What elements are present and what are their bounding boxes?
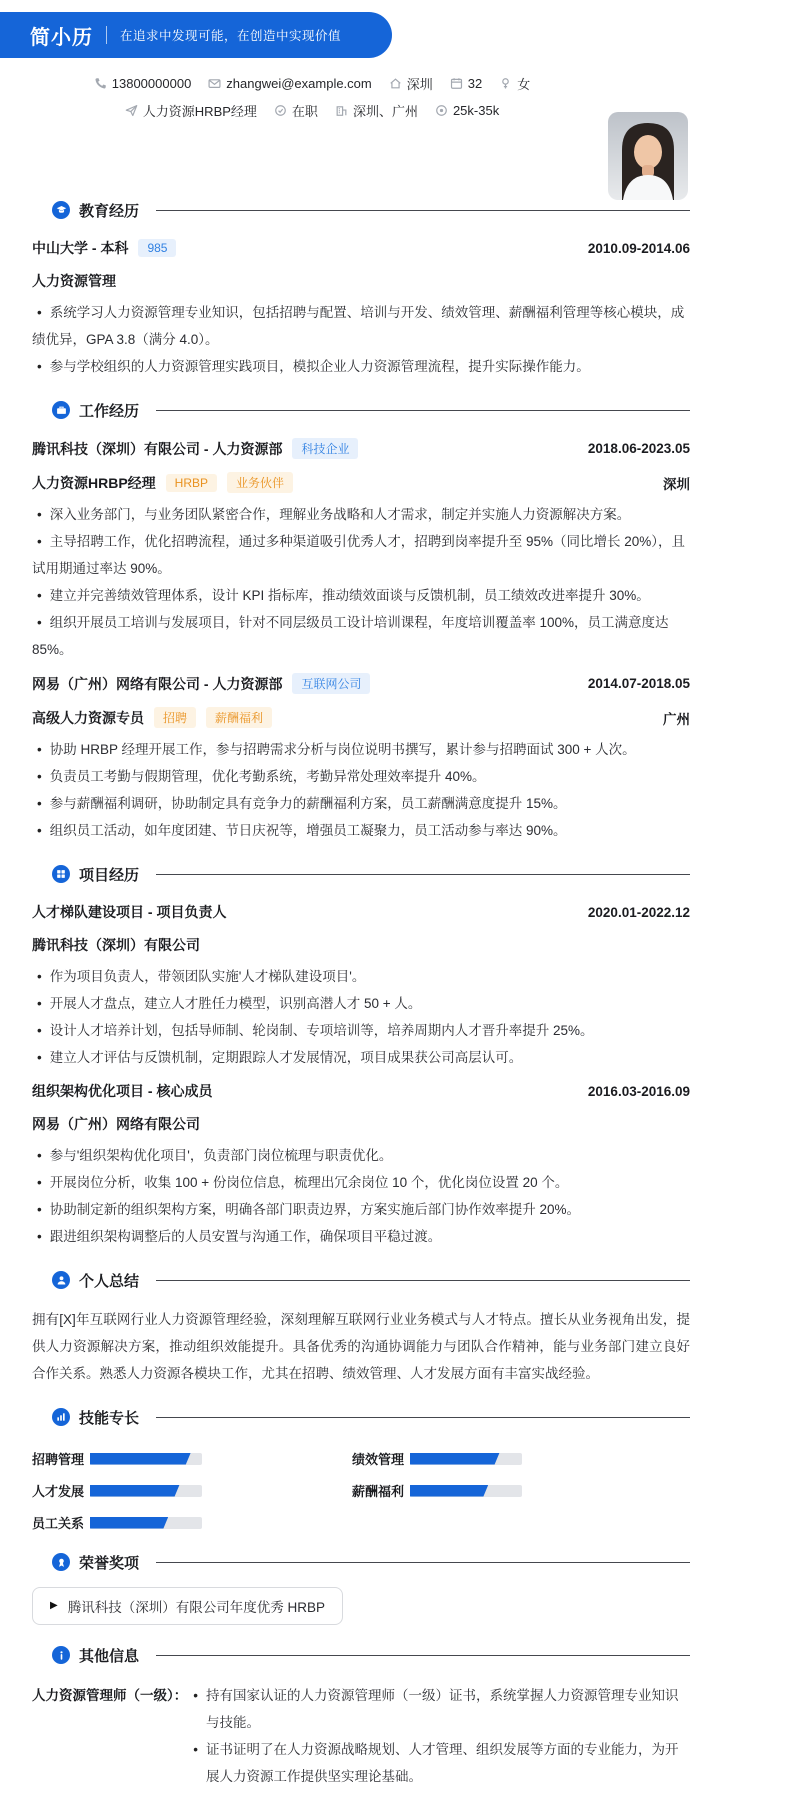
project-date: 2016.03-2016.09 [587, 1083, 690, 1099]
job-title-value: 人力资源HRBP经理 [142, 104, 257, 119]
bullet-item [32, 790, 690, 817]
bullet-text: 协助制定新的组织架构方案，明确各部门职责边界，方案实施后部门协作效率提升 20%。 [49, 1202, 581, 1217]
bullet-dot: • [37, 1050, 42, 1065]
bullet-text: 跟进组织架构调整后的人员安置与沟通工作，确保项目平稳过渡。 [49, 1229, 442, 1244]
school-badge: 985 [138, 239, 176, 257]
company-badge: 科技企业 [292, 438, 358, 459]
graduation-cap-icon [52, 201, 70, 219]
skill-bar-fill [90, 1453, 191, 1465]
work-date: 2014.07-2018.05 [587, 676, 690, 691]
section-divider-line [156, 1562, 690, 1563]
bullet-item [32, 501, 690, 528]
bullet-dot: • [37, 769, 42, 784]
bullet-item [32, 582, 690, 609]
project-company-row [32, 1114, 690, 1134]
age-value: 32 [467, 76, 483, 91]
education-bullets [32, 299, 690, 380]
medal-icon [52, 1553, 70, 1571]
education-title-row [32, 238, 690, 258]
location-value: 深圳 [406, 77, 433, 92]
bullet-dot: • [37, 359, 42, 374]
bullet-item [32, 353, 690, 380]
skill-name: 员工关系 [32, 1516, 85, 1531]
skill-bar-fill [90, 1485, 180, 1497]
person-icon [52, 1271, 70, 1289]
bullet-text: 持有国家认证的人力资源管理师（一级）证书，系统掌握人力资源管理专业知识与技能。 [205, 1688, 679, 1730]
status-icon [274, 104, 287, 117]
section-summary [32, 1270, 690, 1387]
profile-photo [608, 112, 688, 200]
status-value: 在职 [291, 104, 318, 119]
contact-job-title [125, 101, 257, 120]
honor-text: 腾讯科技（深圳）有限公司年度优秀 HRBP [67, 1600, 325, 1615]
bullet-dot: • [37, 1229, 42, 1244]
profile-header [32, 58, 690, 180]
grid-icon [52, 865, 70, 883]
section-title: 荣誉奖项 [79, 1554, 140, 1572]
bullet-dot: • [37, 305, 42, 320]
project-title-row [32, 1081, 690, 1101]
company-badge: 互联网公司 [292, 673, 370, 694]
bullet-text: 开展人才盘点，建立人才胜任力模型，识别高潜人才 50 + 人。 [49, 996, 422, 1011]
briefcase-icon [52, 401, 70, 419]
bullet-dot: • [37, 615, 42, 630]
bullet-text: 主导招聘工作，优化招聘流程，通过多种渠道吸引优秀人才，招聘到岗率提升至 95%（同比增长 20%），且试用期通过率达 90%。 [32, 534, 686, 576]
section-divider-line [156, 1280, 690, 1281]
bullet-text: 作为项目负责人，带领团队实施'人才梯队建设项目'。 [49, 969, 366, 984]
portrait-illustration [608, 112, 688, 200]
contact-rows [32, 74, 592, 120]
work-company-row [32, 438, 690, 459]
education-major-row [32, 271, 690, 291]
skill-bar-track [410, 1453, 522, 1465]
skill-name: 薪酬福利 [352, 1484, 405, 1499]
bullet-dot: • [193, 1742, 198, 1757]
bullet-dot: • [37, 796, 42, 811]
bullet-item [32, 1196, 690, 1223]
info-icon [52, 1646, 70, 1664]
contact-email [208, 76, 371, 91]
bullet-text: 系统学习人力资源管理专业知识，包括招聘与配置、培训与开发、绩效管理、薪酬福利管理等核心模块，成绩优异，GPA 3.8（满分 4.0）。 [32, 305, 685, 347]
contact-row-1 [32, 74, 592, 93]
work-location: 深圳 [663, 476, 690, 492]
section-title: 项目经历 [79, 866, 140, 884]
bullet-item [32, 1017, 690, 1044]
bullet-dot: • [37, 1023, 42, 1038]
work-company-row [32, 673, 690, 694]
bullet-item [32, 528, 690, 582]
skill-bar-track [410, 1485, 522, 1497]
work-bullets [32, 736, 690, 844]
section-education [32, 200, 690, 380]
gender-value: 女 [517, 77, 531, 92]
skill-bar-fill [410, 1453, 500, 1465]
skill-bar-fill [90, 1517, 168, 1529]
brand-divider [106, 26, 107, 44]
skill-item [352, 1449, 672, 1468]
company-name: 网易（广州）网络有限公司 - 人力资源部 [32, 675, 283, 692]
bullet-text: 建立人才评估与反馈机制，定期跟踪人才发展情况，项目成果获公司高层认可。 [49, 1050, 523, 1065]
project-entry [32, 1081, 690, 1250]
project-company-row [32, 935, 690, 955]
work-bullets [32, 501, 690, 663]
project-date: 2020.01-2022.12 [587, 904, 690, 920]
contact-age [450, 76, 482, 91]
skill-bar-track [90, 1517, 202, 1529]
work-role-row [32, 472, 690, 493]
email-value: zhangwei@example.com [226, 76, 372, 91]
role-title: 人力资源HRBP经理 [32, 474, 156, 491]
work-entry [32, 438, 690, 663]
bullet-item [32, 1169, 690, 1196]
project-entry [32, 902, 690, 1071]
bullet-item [32, 990, 690, 1017]
bullet-text: 协助 HRBP 经理开展工作，参与招聘需求分析与岗位说明书撰写，累计参与招聘面试 300 + 人次。 [49, 742, 636, 757]
skill-item [352, 1481, 672, 1500]
project-name: 人才梯队建设项目 - 项目负责人 [32, 904, 227, 920]
section-title: 个人总结 [79, 1272, 140, 1290]
project-bullets [32, 963, 690, 1071]
cities-value: 深圳、广州 [352, 104, 418, 119]
bullet-dot: • [37, 1175, 42, 1190]
section-skills [32, 1407, 690, 1532]
honors-header [52, 1552, 690, 1572]
skill-name: 招聘管理 [32, 1452, 85, 1467]
brand-banner [0, 12, 392, 58]
bullet-dot: • [37, 1202, 42, 1217]
section-divider-line [156, 410, 690, 411]
honor-item [32, 1587, 343, 1625]
education-entry [32, 238, 690, 380]
section-projects [32, 864, 690, 1250]
bullet-item [32, 1044, 690, 1071]
bullet-text: 建立并完善绩效管理体系，设计 KPI 指标库，推动绩效面谈与反馈机制，员工绩效改进率提升 30%。 [49, 588, 650, 603]
education-date: 2010.09-2014.06 [587, 240, 690, 256]
brand-tagline: 在追求中发现可能，在创造中实现价值 [120, 29, 342, 43]
major: 人力资源管理 [32, 273, 116, 289]
work-location: 广州 [663, 711, 690, 727]
mail-icon [208, 77, 221, 90]
summary-paragraph: 拥有[X]年互联网行业人力资源管理经验，深刻理解互联网行业业务模式与人才特点。擅长从业务视角出发，提供人力资源解决方案，推动组织效能提升。具备优秀的沟通协调能力与团队合作精神，能与业务部门建立良好合作关系。熟悉人力资源各模块工作，尤其在招聘、绩效管理、人才发展方面有丰富实战经验。 [32, 1312, 690, 1381]
skills-grid [32, 1449, 690, 1532]
building-icon [335, 104, 348, 117]
certificate-row [32, 1682, 690, 1790]
bullet-dot: • [37, 969, 42, 984]
role-title: 高级人力资源专员 [32, 709, 144, 726]
section-title: 技能专长 [79, 1409, 140, 1427]
skill-bar-track [90, 1485, 202, 1497]
section-divider-line [156, 210, 690, 211]
bullet-text: 深入业务部门，与业务团队紧密合作，理解业务战略和人才需求，制定并实施人力资源解决方案。 [49, 507, 631, 522]
certificate-label: 人力资源管理师（一级）： [32, 1688, 188, 1703]
education-header [52, 200, 690, 220]
role-badge: HRBP [166, 474, 217, 492]
brand-name: 简小历 [30, 26, 93, 49]
bullet-item [32, 1223, 690, 1250]
play-triangle-icon: ▶ [50, 1600, 58, 1611]
gender-icon [499, 77, 512, 90]
bullet-dot: • [37, 534, 42, 549]
target-icon [435, 104, 448, 117]
role-badge: 招聘 [154, 707, 196, 728]
bullet-item [187, 1682, 690, 1736]
bullet-text: 参与学校组织的人力资源管理实践项目，模拟企业人力资源管理流程，提升实际操作能力。 [49, 359, 590, 374]
bullet-dot: • [37, 507, 42, 522]
bullet-item [32, 736, 690, 763]
project-company: 腾讯科技（深圳）有限公司 [32, 937, 200, 953]
bullet-item [32, 763, 690, 790]
home-icon [389, 77, 402, 90]
bullet-dot: • [37, 1148, 42, 1163]
contact-row-2 [32, 101, 592, 120]
bullet-text: 组织开展员工培训与发展项目，针对不同层级员工设计培训课程，年度培训覆盖率 100%，员工满意度达 85%。 [32, 615, 669, 657]
bullet-item [32, 299, 690, 353]
contact-cities [335, 101, 418, 120]
bullet-dot: • [37, 823, 42, 838]
contact-gender [499, 74, 530, 93]
bullet-text: 设计人才培养计划，包括导师制、轮岗制、专项培训等，培养周期内人才晋升率提升 25%。 [49, 1023, 594, 1038]
skill-bar-fill [410, 1485, 488, 1497]
other-header [52, 1645, 690, 1665]
bar-chart-icon [52, 1408, 70, 1426]
section-work [32, 400, 690, 844]
bullet-item [187, 1736, 690, 1790]
bullet-item [32, 609, 690, 663]
skill-name: 人才发展 [32, 1484, 85, 1499]
skill-name: 绩效管理 [352, 1452, 405, 1467]
section-title: 其他信息 [79, 1647, 140, 1665]
skill-item [32, 1481, 352, 1500]
company-name: 腾讯科技（深圳）有限公司 - 人力资源部 [32, 440, 283, 457]
phone-value: 13800000000 [111, 76, 192, 91]
role-badge: 薪酬福利 [206, 707, 272, 728]
project-name: 组织架构优化项目 - 核心成员 [32, 1083, 213, 1099]
project-title-row [32, 902, 690, 922]
bullet-item [32, 1142, 690, 1169]
bullet-text: 组织员工活动，如年度团建、节日庆祝等，增强员工凝聚力，员工活动参与率达 90%。 [49, 823, 567, 838]
bullet-dot: • [37, 588, 42, 603]
bullet-text: 参与'组织架构优化项目'，负责部门岗位梳理与职责优化。 [49, 1148, 393, 1163]
contact-phone [94, 76, 192, 91]
contact-status [274, 101, 318, 120]
bullet-text: 参与薪酬福利调研，协助制定具有竞争力的薪酬福利方案，员工薪酬满意度提升 15%。 [49, 796, 567, 811]
bullet-item [32, 817, 690, 844]
certificate-bullets [187, 1682, 690, 1790]
bullet-dot: • [37, 996, 42, 1011]
section-divider-line [156, 1655, 690, 1656]
contact-location [389, 74, 433, 93]
work-entry [32, 673, 690, 844]
bullet-item [32, 963, 690, 990]
section-other [32, 1645, 690, 1790]
school-name: 中山大学 - 本科 [32, 240, 129, 256]
salary-value: 25k-35k [452, 103, 500, 118]
bullet-dot: • [193, 1688, 198, 1703]
phone-icon [94, 77, 107, 90]
work-header [52, 400, 690, 420]
section-divider-line [156, 874, 690, 875]
summary-header [52, 1270, 690, 1290]
section-title: 工作经历 [79, 402, 140, 420]
work-role-row [32, 707, 690, 728]
bullet-text: 开展岗位分析，收集 100 + 份岗位信息，梳理出冗余岗位 10 个，优化岗位设置 20 个。 [49, 1175, 569, 1190]
skill-item [32, 1449, 352, 1468]
section-honors [32, 1552, 690, 1625]
role-badge: 业务伙伴 [227, 472, 293, 493]
contact-salary [435, 103, 499, 118]
bullet-text: 负责员工考勤与假期管理，优化考勤系统，考勤异常处理效率提升 40%。 [49, 769, 486, 784]
skill-item [32, 1513, 352, 1532]
paper-plane-icon [125, 104, 138, 117]
work-date: 2018.06-2023.05 [587, 441, 690, 456]
project-bullets [32, 1142, 690, 1250]
bullet-dot: • [37, 742, 42, 757]
section-title: 教育经历 [79, 202, 140, 220]
section-divider-line [156, 1417, 690, 1418]
skills-header [52, 1407, 690, 1427]
skill-bar-track [90, 1453, 202, 1465]
projects-header [52, 864, 690, 884]
bullet-text: 证书证明了在人力资源战略规划、人才管理、组织发展等方面的专业能力，为开展人力资源工作提供坚实理论基础。 [205, 1742, 679, 1784]
project-company: 网易（广州）网络有限公司 [32, 1116, 200, 1132]
calendar-icon [450, 77, 463, 90]
